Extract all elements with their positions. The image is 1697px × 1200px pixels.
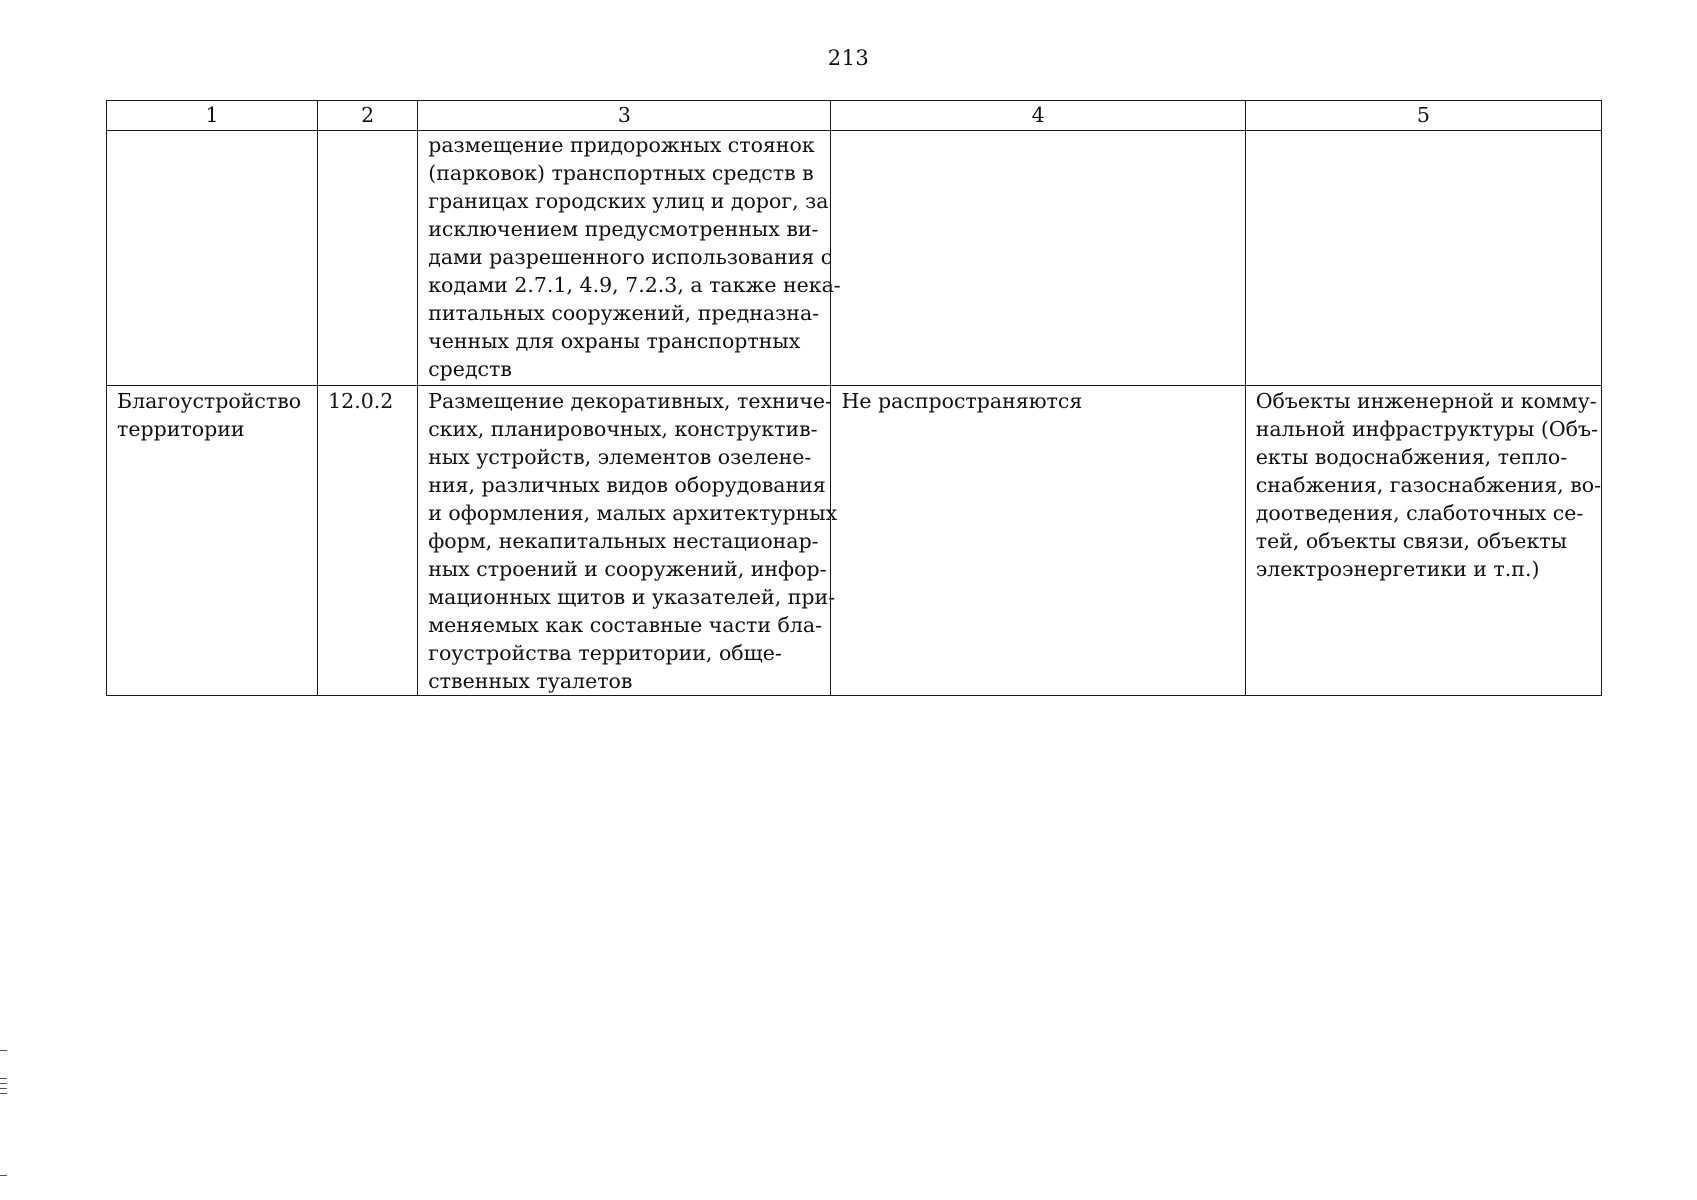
name-cell	[107, 131, 318, 386]
objects-line: екты водоснабжения, тепло-	[1255, 445, 1568, 469]
code-cell	[318, 131, 418, 386]
description-cell	[418, 386, 838, 696]
margin-mark	[0, 1083, 7, 1084]
description-line: ния, различных видов оборудования	[428, 473, 826, 497]
description-cell	[418, 131, 841, 386]
table-row	[107, 386, 1602, 696]
margin-mark	[0, 1175, 7, 1176]
description-line: ных строений и сооружений, инфор-	[428, 557, 827, 581]
table-header-row	[107, 101, 1602, 131]
description-line: размещение придорожных стоянок	[428, 133, 815, 157]
name-cell	[107, 386, 318, 696]
header-cell-3: 3	[418, 101, 831, 131]
header-cell-2: 2	[318, 101, 418, 131]
objects-cell	[1245, 131, 1601, 386]
page-number: 213	[827, 46, 870, 70]
header-cell-1: 1	[107, 101, 318, 131]
header-cell-4: 4	[831, 101, 1245, 131]
description-line: ственных туалетов	[428, 669, 633, 693]
objects-line: тей, объекты связи, объекты	[1255, 529, 1567, 553]
description-line: границах городских улиц и дорог, за	[428, 189, 829, 213]
objects-line: нальной инфраструктуры (Объ-	[1255, 417, 1598, 441]
description-line: Размещение декоративных, техниче-	[428, 389, 832, 413]
description-line: форм, некапитальных нестационар-	[428, 529, 819, 553]
description-line: меняемых как составные части бла-	[428, 613, 823, 637]
objects-line: снабжения, газоснабжения, во-	[1255, 473, 1602, 497]
objects-line: электроэнергетики и т.п.)	[1255, 557, 1540, 581]
description-line: средств	[428, 357, 512, 381]
restrictions-line: Не распространяются	[841, 389, 1083, 413]
header-cell-5: 5	[1245, 101, 1601, 131]
objects-line: доотведения, слаботочных се-	[1255, 501, 1584, 525]
description-line: и оформления, малых архитектурных	[428, 501, 838, 525]
margin-mark	[0, 1088, 7, 1089]
objects-cell	[1245, 386, 1601, 696]
restrictions-cell	[831, 131, 1245, 386]
description-line: ченных для охраны транспортных	[428, 329, 801, 353]
margin-mark	[0, 1078, 7, 1079]
description-line: гоустройства территории, обще-	[428, 641, 782, 665]
description-line: мационных щитов и указателей, при-	[428, 585, 836, 609]
description-line: (парковок) транспортных средств в	[428, 161, 814, 185]
code-cell: 12.0.2	[318, 386, 418, 696]
description-line: ских, планировочных, конструктив-	[428, 417, 818, 441]
description-line: ных устройств, элементов озелене-	[428, 445, 812, 469]
restrictions-cell	[831, 386, 1245, 696]
regulation-table	[106, 100, 1602, 696]
name-line: территории	[117, 417, 245, 441]
objects-line: Объекты инженерной и комму-	[1255, 389, 1597, 413]
margin-mark	[0, 1050, 7, 1051]
description-line: дами разрешенного использования с	[428, 245, 833, 269]
description-line: исключением предусмотренных ви-	[428, 217, 819, 241]
margin-mark	[0, 1093, 7, 1094]
description-line: питальных сооружений, предназна-	[428, 301, 820, 325]
description-line: кодами 2.7.1, 4.9, 7.2.3, а также нека-	[428, 273, 841, 297]
name-line: Благоустройство	[117, 389, 302, 413]
table-row	[107, 131, 1602, 386]
